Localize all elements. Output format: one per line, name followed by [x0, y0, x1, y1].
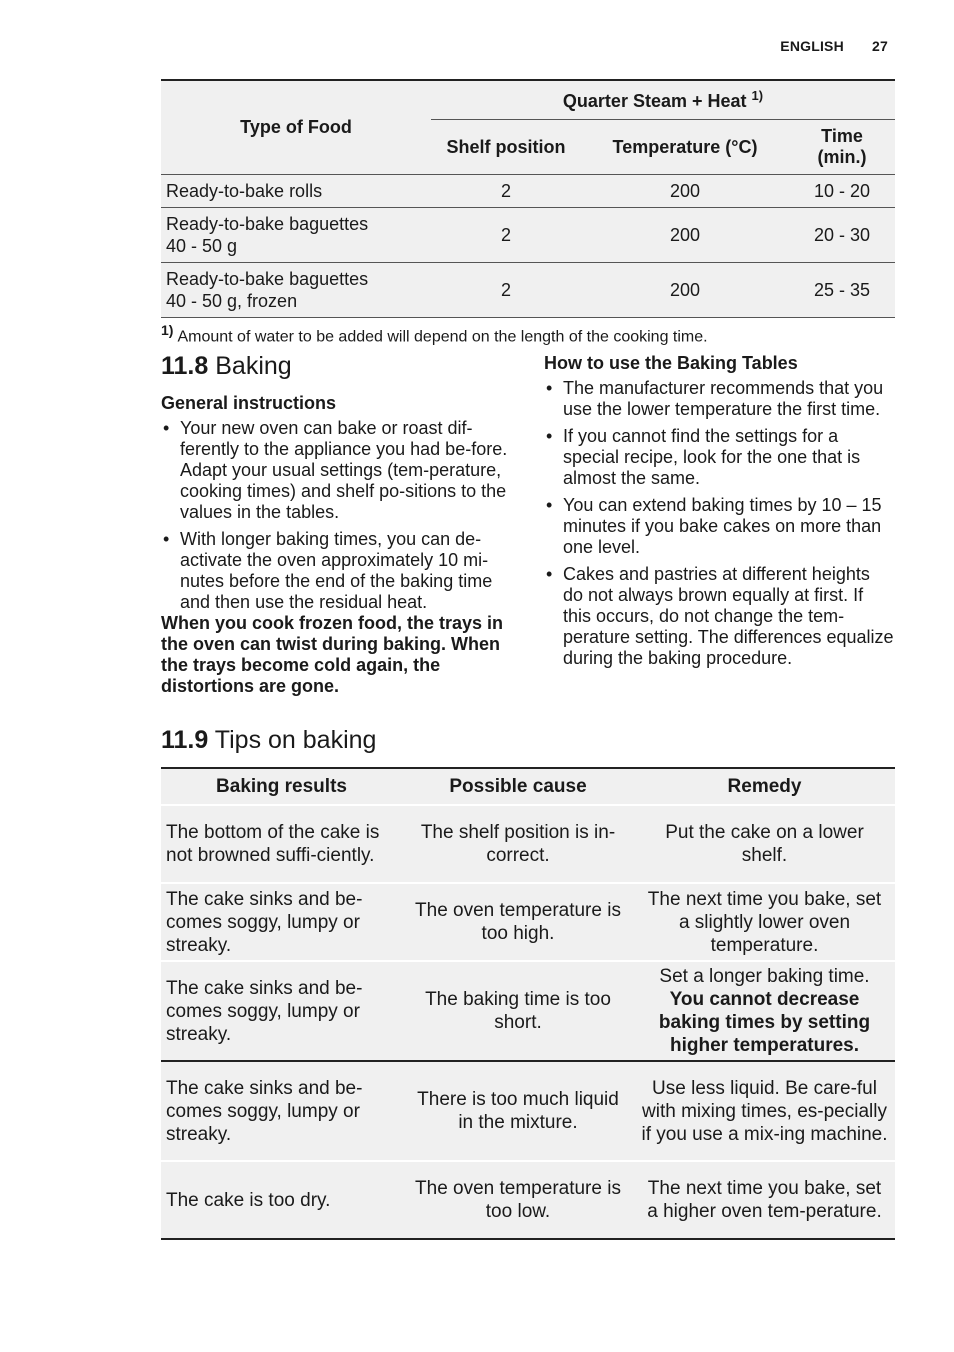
col-type-of-food: Type of Food	[161, 80, 431, 175]
result-cell: The bottom of the cake is not browned suffi-ciently.	[161, 805, 402, 883]
col-time-line2: (min.)	[817, 147, 867, 167]
cause-cell: The shelf position is in-correct.	[402, 805, 634, 883]
page-header	[780, 38, 888, 54]
food-cell	[161, 175, 431, 208]
table-row	[161, 175, 895, 208]
table-row	[161, 1061, 895, 1161]
list-item: • If you cannot find the settings for a special recipe, look for the one that is almost the same.	[544, 426, 894, 489]
remedy-cell: The next time you bake, set a higher oven tem-perature.	[634, 1161, 895, 1239]
result-cell: The cake sinks and be-comes soggy, lumpy or streaky.	[161, 883, 402, 961]
list-item: • Cakes and pastries at different heights do not always brown equally at first. If this occurs, do not change the tem-perature setting. The differences equalize during the baking procedure.	[544, 564, 894, 669]
col-time-line1: Time	[821, 126, 863, 146]
baking-section	[161, 350, 516, 697]
footnote-text: Amount of water to be added will depend on the length of the cooking time.	[177, 328, 708, 346]
baking-heading	[161, 350, 516, 382]
food-cell	[161, 263, 431, 318]
temp-cell: 200	[581, 208, 789, 263]
remedy-cell	[634, 961, 895, 1061]
table-row	[161, 1161, 895, 1239]
food-line2: 40 - 50 g, frozen	[166, 291, 298, 311]
list-item: • With longer baking times, you can de-activate the oven approximately 10 mi-nutes before the end of the baking time and then use the residual heat.	[161, 529, 516, 613]
table-row	[161, 208, 895, 263]
cause-cell: There is too much liquid in the mixture.	[402, 1061, 634, 1161]
cause-cell: The oven temperature is too high.	[402, 883, 634, 961]
shelf-cell: 2	[431, 208, 581, 263]
time-cell: 25 - 35	[789, 263, 895, 318]
tips-title: Tips on baking	[214, 726, 377, 754]
baking-tables-list	[544, 378, 894, 669]
cause-cell: The oven temperature is too low.	[402, 1161, 634, 1239]
cause-cell: The baking time is too short.	[402, 961, 634, 1061]
baking-number: 11.8	[161, 352, 209, 380]
col-time	[789, 120, 895, 175]
temp-cell: 200	[581, 175, 789, 208]
temp-cell: 200	[581, 263, 789, 318]
col-shelf-position: Shelf position	[431, 120, 581, 175]
list-item: • You can extend baking times by 10 – 15 minutes if you bake cakes on more than one level.	[544, 495, 894, 558]
food-line2: 40 - 50 g	[166, 236, 238, 256]
food-line1: Ready-to-bake baguettes	[166, 214, 369, 234]
steam-table	[161, 79, 895, 318]
footnote-mark: 1)	[161, 322, 174, 338]
list-item: • The manufacturer recommends that you use the lower temperature the first time.	[544, 378, 894, 420]
tips-number: 11.9	[161, 726, 209, 754]
food-line1: Ready-to-bake baguettes	[166, 269, 369, 289]
time-cell: 10 - 20	[789, 175, 895, 208]
steam-table-header-row	[161, 80, 895, 120]
food-line1: Ready-to-bake rolls	[166, 181, 323, 201]
general-instructions-heading: General instructions	[161, 393, 337, 413]
shelf-cell: 2	[431, 175, 581, 208]
col-quarter-steam-heat	[431, 80, 895, 120]
tips-heading	[161, 724, 376, 756]
group-header-text: Quarter Steam + Heat	[562, 91, 747, 111]
remedy-text: Set a longer baking time.	[659, 966, 870, 987]
food-cell	[161, 208, 431, 263]
baking-tables-section	[544, 352, 894, 675]
table-row	[161, 805, 895, 883]
shelf-cell: 2	[431, 263, 581, 318]
language-label: ENGLISH	[780, 38, 844, 54]
col-baking-results: Baking results	[161, 768, 402, 805]
tips-table	[161, 767, 895, 1240]
remedy-cell: Use less liquid. Be care-ful with mixing times, es-pecially if you use a mix-ing machine.	[634, 1061, 895, 1161]
col-possible-cause: Possible cause	[402, 768, 634, 805]
remedy-bold-text: You cannot decrease baking times by setting higher temperatures.	[658, 989, 871, 1056]
result-cell: The cake sinks and be-comes soggy, lumpy or streaky.	[161, 1061, 402, 1161]
baking-title: Baking	[215, 352, 292, 380]
list-item: • Your new oven can bake or roast dif-ferently to the appliance you had be-fore. Adapt your usual settings (tem-perature, cooking times) and shelf po-sitions to the values in the tables.	[161, 418, 516, 523]
tips-header-row	[161, 768, 895, 805]
group-note-mark: 1)	[751, 88, 764, 103]
table-footnote	[161, 322, 708, 346]
remedy-cell: Put the cake on a lower shelf.	[634, 805, 895, 883]
table-row	[161, 263, 895, 318]
table-row	[161, 883, 895, 961]
table-row	[161, 961, 895, 1061]
page-number: 27	[872, 38, 888, 54]
frozen-food-warning: When you cook frozen food, the trays in the oven can twist during baking. When the trays become cold again, the distortions are gone.	[161, 613, 504, 696]
general-instructions-list	[161, 418, 516, 613]
result-cell: The cake is too dry.	[161, 1161, 402, 1239]
col-temperature: Temperature (°C)	[581, 120, 789, 175]
remedy-cell: The next time you bake, set a slightly lower oven temperature.	[634, 883, 895, 961]
time-cell: 20 - 30	[789, 208, 895, 263]
col-remedy: Remedy	[634, 768, 895, 805]
baking-tables-heading: How to use the Baking Tables	[544, 353, 798, 373]
result-cell: The cake sinks and be-comes soggy, lumpy or streaky.	[161, 961, 402, 1061]
